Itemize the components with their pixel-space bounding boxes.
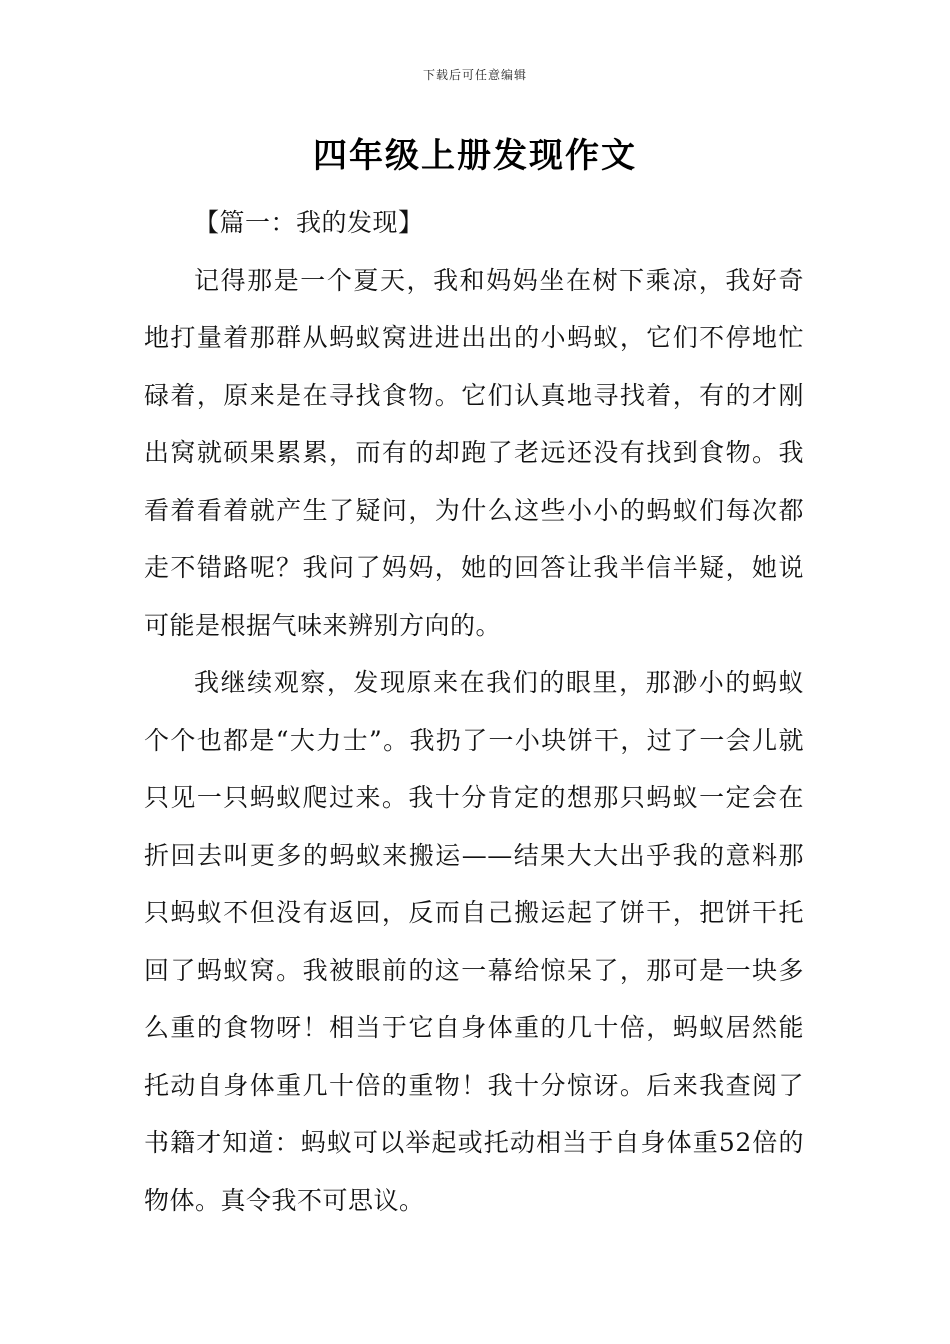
essay-body [144, 194, 804, 1229]
paragraph: 记得那是一个夏天，我和妈妈坐在树下乘凉，我好奇地打量着那群从蚂蚁窝进进出出的小蚂蚁，它们不停地忙碌着，原来是在寻找食物。它们认真地寻找着，有的才刚出窝就硕果累累，而有的却跑了老远还没有找到食物。我看着看着就产生了疑问，为什么这些小小的蚂蚁们每次都走不错路呢？我问了妈妈，她的回答让我半信半疑，她说可能是根据气味来辨别方向的。 [144, 265, 804, 640]
header-note: 下载后可任意编辑 [422, 68, 527, 82]
section-heading: 【篇一：我的发现】 [194, 208, 424, 237]
page-title: 四年级上册发现作文 [313, 136, 637, 176]
paragraph: 我继续观察，发现原来在我们的眼里，那渺小的蚂蚁个个也都是“大力士”。我扔了一小块饼干，过了一会儿就只见一只蚂蚁爬过来。我十分肯定的想那只蚂蚁一定会在折回去叫更多的蚂蚁来搬运——结果大大出乎我的意料那只蚂蚁不但没有返回，反而自己搬运起了饼干，把饼干托回了蚂蚁窝。我被眼前的这一幕给惊呆了，那可是一块多么重的食物呀！相当于它自身体重的几十倍，蚂蚁居然能托动自身体重几十倍的重物！我十分惊讶。后来我查阅了书籍才知道：蚂蚁可以举起或托动相当于自身体重52倍的物体。真令我不可思议。 [144, 668, 804, 1215]
